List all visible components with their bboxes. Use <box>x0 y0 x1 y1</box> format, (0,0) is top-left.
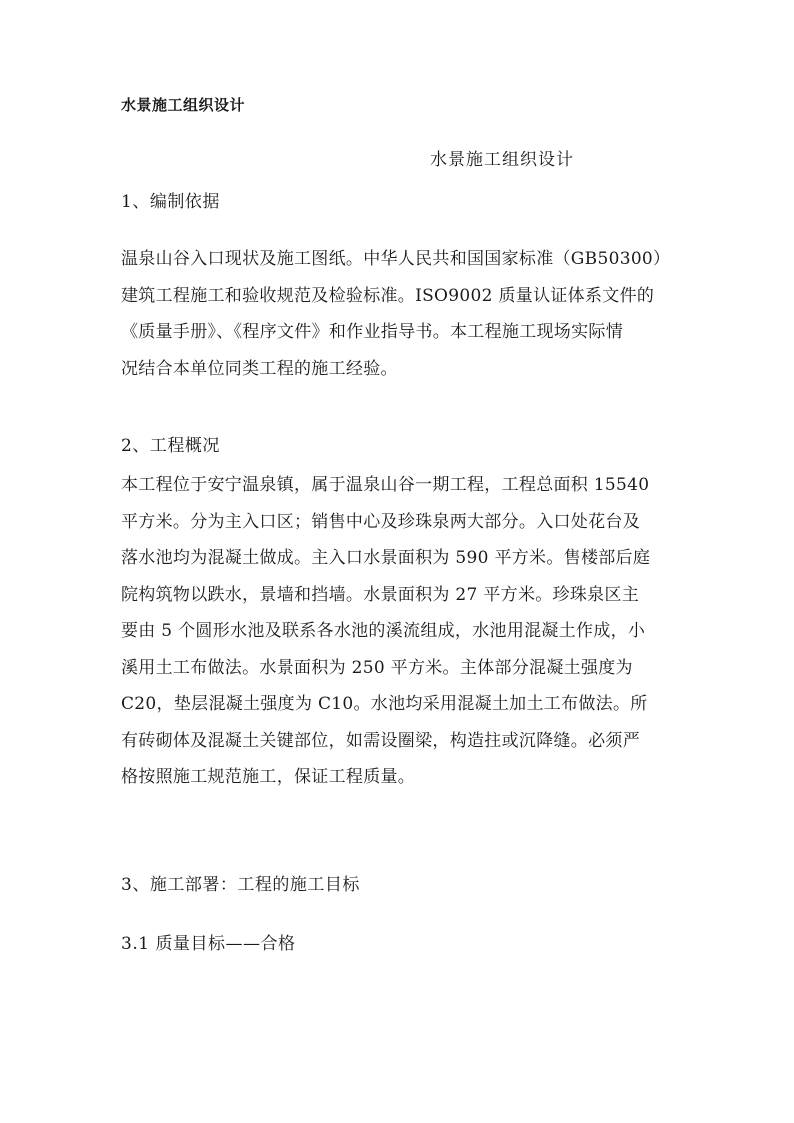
section-1-paragraph <box>121 241 681 387</box>
document-title: 水景施工组织设计 <box>430 150 574 170</box>
paragraph-line: 落水池均为混凝土做成。主入口水景面积为 590 平方米。售楼部后庭 <box>121 548 651 568</box>
section-1-heading: 1、编制依据 <box>121 192 220 212</box>
paragraph-line: 本工程位于安宁温泉镇，属于温泉山谷一期工程，工程总面积 15540 <box>121 475 650 495</box>
document-header: 水景施工组织设计 <box>121 96 246 114</box>
section-3-1-heading: 3.1 质量目标——合格 <box>121 934 296 954</box>
paragraph-line: C20，垫层混凝土强度为 C10。水池均采用混凝土加土工布做法。所 <box>121 694 648 714</box>
paragraph-line: 有砖砌体及混凝土关键部位，如需设圈梁，构造拄或沉降缝。必须严 <box>121 730 640 751</box>
paragraph-line: 要由 5 个圆形水池及联系各水池的溪流组成，水池用混凝土作成，小 <box>121 621 646 641</box>
paragraph-line: 平方米。分为主入口区；销售中心及珍珠泉两大部分。入口处花台及 <box>121 511 640 532</box>
section-2-paragraph <box>121 467 681 796</box>
section-3-heading: 3、施工部署：工程的施工目标 <box>121 875 360 895</box>
paragraph-line: 建筑工程施工和验收规范及检验标准。ISO9002 质量认证体系文件的 <box>121 285 655 306</box>
paragraph-line: 温泉山谷入口现状及施工图纸。中华人民共和国国家标准（GB50300） <box>121 249 671 269</box>
paragraph-line: 《质量手册》、《程序文件》和作业指导书。本工程施工现场实际情 <box>121 322 623 342</box>
paragraph-line: 院构筑物以跌水，景墙和挡墙。水景面积为 27 平方米。珍珠泉区主 <box>121 584 640 605</box>
paragraph-line: 况结合本单位同类工程的施工经验。 <box>121 358 398 379</box>
paragraph-line: 溪用土工布做法。水景面积为 250 平方米。主体部分混凝土强度为 <box>121 657 633 678</box>
section-2-heading: 2、工程概况 <box>121 436 220 456</box>
paragraph-line: 格按照施工规范施工，保证工程质量。 <box>121 767 416 787</box>
